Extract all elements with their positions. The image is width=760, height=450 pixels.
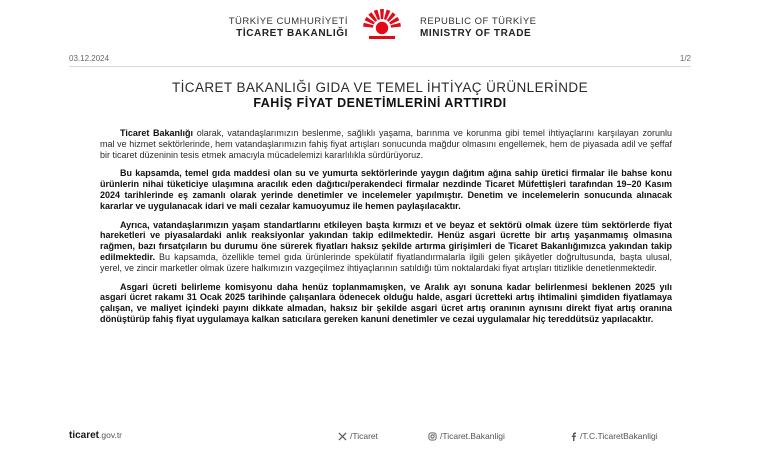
org-tr-line2: TİCARET BAKANLIĞI [236, 28, 348, 39]
paragraph-4-bold: Asgari ücreti belirleme komisyonu daha henüz toplanmamışken, ve Aralık ayı sonuna kadar belirlenmesi beklenen 2025 yılı asgari ücret rakamı 31 Ocak 2025 tarihinde çalışanlara ödenecek olduğu halde, asgari ücretteki artış ihtimalini şimdiden fiyatlamaya çalışan, ve maliyet içindeki payını dikkate almadan, haksız bir şekilde asgari ücret artış oranının aynısını direkt fiyat artış oranına dönüştürüp fahiş fiyat uygulamaya kalkan satıcılara gereken kanuni denetimler ve cezai uygulamalar hiç tereddütsüz yapılacaktır. [100, 281, 672, 324]
instagram-link[interactable] [428, 431, 505, 441]
letterhead [0, 0, 760, 46]
header-divider [69, 66, 691, 67]
website-domain-bold: ticaret [69, 430, 100, 441]
website-link[interactable] [69, 430, 122, 441]
paragraph-3-bold: Ayrıca, vatandaşlarımızın yaşam standartlarını etkileyen başta kırmızı et ve beyaz et sektörü olmak üzere tüm sektörlerde fiyat hareketleri ve piyasalardaki anlık reaksiyonlar yakından takip edilmektedir. Henüz asgari ücrette bir artış yaşanmamış olmasına rağmen, bazı fırsatçıların bu durumu öne sürerek fiyatları haksız şekilde artırma girişimleri de Ticaret Bakanlığımızca yakından takip edilmektedir. [100, 219, 672, 262]
facebook-icon [570, 432, 577, 441]
instagram-handle: /Ticaret.Bakanligi [440, 431, 505, 441]
org-name-turkish [229, 16, 348, 40]
paragraph-2 [100, 168, 672, 211]
paragraph-2-bold: Bu kapsamda, temel gıda maddesi olan su ve yumurta sektörlerinde yaygın dağıtım ağına sahip üretici firmalar ile bahse konu ürünlerin nihai tüketiciye ulaşımına aracılık eden dağıtıcı/perakendeci firmalar nezdinde Ticaret Müfettişleri tarafından 19–20 Kasım 2024 tarihlerinde eş zamanlı olarak yerinde denetimler ve incelemeler yapılmıştır. Denetim ve incelemelerin sonucunda alınacak kararlar ve uygulanacak idari ve mali cezalar kamuoyumuz ile hemen paylaşılacaktır. [100, 168, 672, 211]
paragraph-1 [100, 128, 672, 160]
footer [0, 430, 760, 448]
paragraph-1-bold: Ticaret Bakanlığı [120, 128, 194, 138]
x-handle: /Ticaret [350, 431, 379, 441]
facebook-handle: /T.C.TicaretBakanligi [580, 431, 658, 441]
press-release-title-line1: TİCARET BAKANLIĞI GIDA VE TEMEL İHTİYAÇ ÜRÜNLERİNDE [172, 80, 588, 95]
org-en-line1: REPUBLIC OF TÜRKİYE [420, 16, 537, 27]
paragraph-3-text: Bu kapsamda, özellikle temel gıda ürünlerinde spekülatif fiyatlandırmalarla ilgili gelen şikâyetler doğrultusunda, başta ulusal, yerel, ve zincir marketler olmak üzere halkımızın vazgeçilmez ihtiyaçlarının satıldığı tüm noktalardaki fiyat artışları titizlikle denetlenmektedir. [100, 251, 672, 273]
org-name-english [420, 16, 537, 40]
x-link[interactable] [338, 431, 378, 441]
instagram-icon [428, 432, 437, 441]
org-en-line2: MINISTRY OF TRADE [420, 28, 532, 39]
press-release-title-line2: FAHİŞ FİYAT DENETİMLERİNİ ARTTIRDI [253, 96, 507, 110]
paragraph-3 [100, 220, 672, 274]
paragraph-4 [100, 282, 672, 325]
logo-ray [380, 9, 384, 19]
x-icon [338, 432, 347, 441]
press-release-body [100, 128, 672, 333]
page-number: 1/2 [679, 54, 691, 63]
document-date: 03.12.2024 [69, 54, 110, 63]
org-tr-line1: TÜRKİYE CUMHURİYETİ [228, 16, 348, 27]
paragraph-1-text: olarak, vatandaşlarımızın beslenme, sağlıklı yaşama, barınma ve korunma gibi temel ihtiyaçlarını karşılayan zorunlu mal ve hizmet sektörlerinde, hem vatandaşlarımızın fahiş fiyat artışları sonucunda mağdur olmasını engellemek, hem de piyasada adil ve şeffaf bir ticaret düzeninin tesis etmek amacıyla mücadelemizi kararlılıkla sürdürüyoruz. [100, 128, 672, 160]
ministry-logo-icon [360, 6, 404, 46]
website-domain-rest: .gov.tr [99, 430, 123, 440]
facebook-link[interactable] [570, 431, 658, 441]
